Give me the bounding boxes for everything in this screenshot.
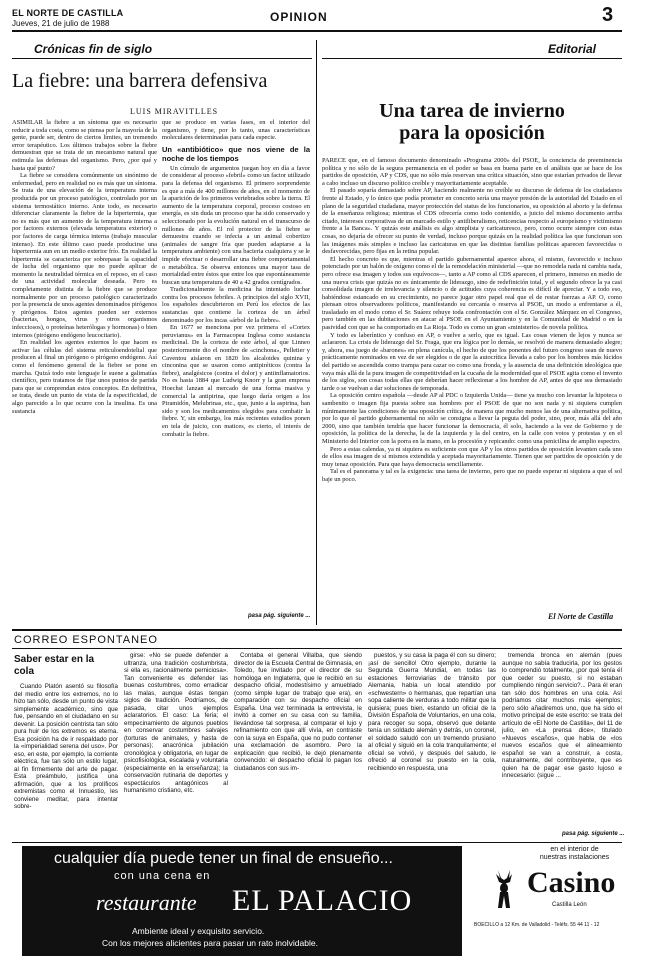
letter-column-4 bbox=[368, 652, 496, 838]
paragraph: tremenda bronca en alemán (pues aunque no sabía traducirla, por los gestos lo comprendió totalmente, ¡por qué tenía él que ceder su puesto, si no estaban cumpliendo ningún servicio?... Para él eran tan sólo dos hombres en una cola. Así podríamos citar muchos más ejemplos; pero sólo añadiremos uno, que ha sido el motivo principal de este escrito: se trata del artículo de «El Norte de Castilla», del 11 de julio, en «La prensa dice», titulado «Nuevos escaños», que habla de «los nuevos escaños que el alineamiento español se van a construir, a costa, naturalmente, del contribuyente, que es quien ha de pagar ese gasto lujoso e innecesario: (sigue ... bbox=[502, 652, 622, 779]
ad-headline: cualquier día puede tener un final de ensueño... bbox=[54, 850, 393, 867]
letter-column-2 bbox=[124, 652, 228, 838]
letter-title: Saber estar en la cola bbox=[14, 654, 95, 677]
section-label-cronicas: Crónicas fin de siglo bbox=[34, 42, 153, 56]
paragraph: Cuando Platón asentó su filosofía del medio entre los extremos, no lo hizo tan sólo, desde un punto de vista simplemente académico, sino que fue, pensando en el ciudadano en su devenir. La posición centrista tan sólo pura huir de los extremos es eterna. Esa posición ha de ir respaldado por la «imperialidad serena del uso». Por eso, en este, por ejemplo, la corriente eléctrica, fue tan sólo un estilo lugar, al fin firmemente del arte de pagar. Esta preámbulo, justifica una afirmación, que a los prolíficos extremistas como el Innuestio, les conviene meditar, para intentar sobre- bbox=[14, 683, 118, 810]
continued-note[interactable]: pasa pág. siguiente ... bbox=[248, 613, 311, 619]
paragraph: PARECE que, en el famoso documento denominado «Programa 2000» del PSOE, la conciencia de preeminencia política y no sólo de la segura permanencia en el poder se basa en buena parte en el análisis que se hace de los partidos de oposición, AP y CDS, que no sólo más reservan una crítica situación, sino que estarían privados de llevar a cabo incluso un discurso político creíble y mayoritariamente aceptable. bbox=[322, 157, 622, 187]
casino-logo-text: Casino bbox=[527, 866, 616, 899]
editorial-signature: El Norte de Castilla bbox=[548, 612, 614, 621]
section-title: OPINION bbox=[270, 10, 328, 24]
ad-subline: con una cena en bbox=[114, 870, 211, 882]
section-label-editorial: Editorial bbox=[548, 42, 597, 56]
paragraph: En realidad los agentes externos lo que hacen es activar las células del sistema reticuloendotelial que producen al final un pirógeno o pirógeno endógeno. Así como el fenómeno general de la fiebre se pone en marcha. Quizá todo este lenguaje le suene a galimatías científico, pero tratamos de fijar unos puntos de partida para que se comprendan estos conceptos. En definitiva, se trata, desde un punto de vista de la especificidad, de algo parecido a lo que ocurre con la insulina. Es una sustancia bbox=[12, 339, 157, 415]
paragraph: La fiebre se considera comúnmente un sinónimo de enfermedad, pero en realidad no es más que un síntoma. Se trata de una elevación de la temperatura interna producida por un proceso patológico, controlado por un sistema termostático interno. Ante todo, es necesario diferenciar claramente la fiebre de la hipertermia, que no es más que un aumento de la temperatura interna a por factores externos (elevada temperatura exterior) o por factores de carga térmica interna (trabajo muscular intenso). En este último caso puede producirse una hipertermia aun en un medio exterior frío. En realidad la hipertermia se caracteriza por sobrepasar la capacidad de lucha del organismo que no puede aplicar de momento la neutralidad térmica en el reposo, en el caso de una actividad molecular deseada. Pero es completamente distinta de la fiebre que se produce normalmente por un proceso patológico caracterizado por la presencia de unos agentes denominados pirógenos y pirógenos. Estos agentes pueden ser externos (bacterias, hongos, virus y otros organismos infecciosos), o proteínas heterólogas y hormonas) o bien internos (pirógeno endógeno leucocitario). bbox=[12, 172, 157, 339]
divider bbox=[12, 58, 312, 59]
paragraph: Tradicionalmente la medicina ha intentado luchar contra los procesos febriles. A principios del siglo XVII, los españoles descubrieron en Perú los efectos de las sustancias que contiene la corteza de un árbol denominado por los incas «árbol de la fiebre». bbox=[162, 286, 310, 324]
paragraph: que se produce en varias fases, en el interior del organismo, y tiene, por lo tanto, unas características moleculares determinadas para cada especie. bbox=[162, 119, 310, 142]
divider bbox=[322, 58, 622, 59]
divider bbox=[12, 648, 622, 649]
paragraph: Pero a estas calendas, ya ni siquiera es suficiente con que AP y los otros partidos de oposición levanten cada uno de ellos esa imagen de sí mismos extendida y aceptada mayoritariamente. Tienen que ser partidos de oposición y de muy tenaz oposición. Para que haya democracia sencillamente. bbox=[322, 445, 622, 468]
continued-note[interactable]: pasa pág. siguiente ... bbox=[562, 831, 625, 837]
ad-footer: BOECILLO a 12 Km. de Valladolid - Teléfs. 55 44 11 - 12 bbox=[474, 922, 600, 928]
paragraph: Tal es el panorama y tal es la exigencia: una tarea de invierno, pero que no puede esperar ni siquiera a que el sol baje un poco. bbox=[322, 468, 622, 483]
ad-side-text-1: en el interior de bbox=[550, 846, 599, 853]
editorial-headline-line2: para la oposición bbox=[399, 122, 545, 144]
paragraph: Contaba el general Villalba, que siendo director de la Escuela Central de Gimnasia, en Toledo, fue invitado por el director de su homóloga en Inglaterra, que le recibió en su despacho oficial, modestísimo y amueblado (como simple lugar de trabajo que era), en comparación con su despacho oficial en España. Una vez terminada la entrevista, le invitó a comer en su casa con su familia, llevándose tal sorpresa, al comparar el lujo y refinamiento con que allí vivía, en contraste con la suya en España, que no pudo contener una exclamación de asombro. Pero la explicación que recibió, le dejó plenamente convencido: el despacho oficial lo pagan los ciudadanos con sus im- bbox=[234, 652, 362, 772]
advertisement[interactable] bbox=[12, 846, 620, 956]
deer-logo-icon bbox=[490, 868, 518, 912]
newspaper-name: EL NORTE DE CASTILLA bbox=[12, 8, 124, 18]
page-number: 3 bbox=[602, 4, 614, 26]
paragraph: ASIMILAR la fiebre a un síntoma que es necesario reducir a toda costa, como se piensa por la mayoría de la gente, puede ser, dentro de ciertos límites, un tremendo error terapéutico. Los últimos trabajos sobre la fiebre demuestran que se trata de un mecanismo natural que estimula las defensas del organismo. Pero, ¿por qué y hasta qué punto? bbox=[12, 119, 157, 172]
divider bbox=[12, 842, 622, 843]
ad-restaurante: restaurante bbox=[96, 890, 197, 915]
column-separator bbox=[316, 40, 317, 625]
masthead-rule bbox=[12, 30, 622, 32]
editorial-headline-line1: Una tarea de invierno bbox=[379, 100, 565, 122]
casino-subtitle: Castilla León bbox=[552, 902, 587, 908]
ad-restaurant-name: EL PALACIO bbox=[232, 884, 413, 917]
paragraph: puestos, y su casa la paga él con su dinero; ¡así de sencillo! Otro ejemplo, durante la Segunda Guerra Mundial, en todas las estaciones ferroviarias de tránsito por Alemania, había un local atendido por «schwestern» o hermanas, que repartían una sopa caliente de verduras a todo militar que la quisiera; pues bien, estando un oficial de la División Española de Voluntarios, en una cola, para recoger su sopa, observó que delante tenía un soldado alemán y detrás, un coronel, el soldado saludó con un tremendo prusiano al oficial y siguió en la cola tranquilamente; el oficial se volvió, y después del saludo, le ofreció al coronel su puesto en la cola, recibiendo en respuesta, una bbox=[368, 652, 496, 772]
paragraph: El hecho concreto es que, mientras el partido gubernamental aparece ahora, el mismo, favorecido e incluso potenciado por un balón de oxígeno como el de la remodelación ministerial —que no remodela nada ni cambia nada, pero ofrece esa imagen y todos sus equívocos—, tanto a AP como al CDS aparecen, el primero, inmerso en medio de una nueva crisis que quizás no es únicamente de liderazgo, sino de redefinición total, y el segundo ofrece la ya casi consolidada imagen de irrelevancia y silencio o de actitudes cuya coherencia es difícil de apreciar. Y a todo eso, habiéndose estancado en su crecimiento, no parece jugar otro papel real que el de restar fuerzas a AP. O, como piensan otros observadores políticos, manifestando su cercanía o reserva al PSOE, un modo a enfrentarse a él, trasladado en el modo como el Sr. Suárez rehuye toda confrontación con el Sr. González Márquez en el Congreso, pero también en las dubitaciones en atacar al PSOE en el Ayuntamiento y en la Comunidad de Madrid o en la pasividad con que se ha comportado en La Rioja. Todo es como un gran «ministerio» de novela política. bbox=[322, 255, 622, 332]
subheading: Un «antibiótico» que nos viene de la noche de los tiempos bbox=[162, 144, 310, 163]
correo-label: CORREO ESPONTANEO bbox=[14, 634, 158, 646]
byline: LUIS MIRAVITLLES bbox=[130, 107, 219, 116]
ad-side-text-2: nuestras instalaciones bbox=[539, 854, 610, 861]
editorial-body bbox=[322, 157, 622, 609]
paragraph: En 1677 se menciona por vez primera el «Cortex peruvianus» en la Farmacopea Inglesa como sustancia medicinal. De la corteza de este árbol, al que Linneo posteriormente dio el nombre de «cinchona», Pelletier y Caventou aislaron en 1820 los alcaloides quinina y cinconina que se usaron como antipiréticos (contra la fiebre), analgésicos (contra el dolor) y antiinflamatorios. No es hasta 1884 que Ludwig Knorr y la gran empresa Hoechst lanzan al mercado de una forma masiva y comercial la antipirina, que luego daría origen a los Piramidón, Melubrinas, etc., que, junto a la aspirina, han sido y son los medicamentos elegidos para combatir la fiebre. Y, sin embargo, los más recientes estudios ponen en tela de juicio, con matices, es cierto, el interés de combatir la fiebre. bbox=[162, 324, 310, 438]
paragraph: Un cúmulo de argumentos juegan hoy en día a favor de considerar al proceso «febril» como un factor utilizado para la defensa del organismo. El primero sorprendente es que a más de 400 millones de años, en el momento de la aparición de los primeros vertebrados sobre la tierra. El aumento de la temperatura corporal, proceso costoso en energía, es sin duda un proceso que ha sido conservado y seleccionado por la evolución natural en el transcurso de millones de años. El rol protector de la fiebre se demuestra cuando se infecta a un animal cobertizo (animales de sangre fría que pueden adaptarse a la temperatura ambiente) con una bacteria cualquiera y se le impide efectuar o desarrollar una fiebre comportamental o metabólica. Se observa entonces una mayor tasa de mortalidad entre éstos que entre los que espontáneamente buscan una temperatura de 40 a 42 grados centígrados. bbox=[162, 164, 310, 286]
issue-date: Jueves, 21 de julio de 1988 bbox=[12, 19, 110, 28]
paragraph: Y todo es laberíntico y confuso en AP, o vuelve a serlo, que es igual. Las cosas vienen de lejos y nunca se aclararon. La crisis de liderazgo del Sr. Fraga, que era lógica por lo demás, se resolvió de manera demasiado alegre; y, ahora, esa juego de «barones» en plena canícula, el hecho de que los ponentes del futuro congreso sean de nuevo prácticamente nominados en vez de ser elegidos o de que la autocrítica llevada a cabo por los hombres más lúcidos del partido se ascendida como trampa para cazar oo como una fronda, y la ausencia de una definición ideológica que vaya más allá de la pura imagen de competitividad en la cucaña de la modernidad que el PSOE agita como el invento de los siglos, son cosas todas ellas que deberían hacer reflexionar a los hombre de AP, antes de que sea demasiado tarde o se vuelvan a dar soluciones de temporada. bbox=[322, 331, 622, 392]
paragraph: La oposición centro española —desde AP al PDC o Izquierda Unida— tiene ya mucho con levantar la hipoteca o sambenito o imagen fija puesta sobre sus hombres por el PSOE de que no son nada y ni siquiera cumplen mínimamente las condiciones de una oposición crítica, de manera que mucho menos las de una alternativa política, por lo que el partido gubernamental no sólo se consigna a llevar la peguta del poder, sino, peor, más allá del año 2000, sino que también tendría que hacer funcionar la democracia, él solo, haciendo a la vez de Gobierno y de oposición, la política de la derecha, la de la izquierda y la del centro, en la calle con votos y protestas y en el Ministerio del Interior con la porra en la mano, en la procesión y repicando: como una penicilina de amplio espectro. bbox=[322, 392, 622, 445]
letter-column-5 bbox=[502, 652, 622, 832]
letter-column-1 bbox=[14, 683, 118, 838]
article-headline: La fiebre: una barrera defensiva bbox=[12, 70, 268, 92]
ad-dark-box bbox=[22, 846, 462, 956]
ad-text-1: Ambiente ideal y exquisito servicio. bbox=[132, 926, 265, 936]
ad-text-2: Con los mejores alicientes para pasar un rato inolvidable. bbox=[102, 938, 318, 948]
paragraph: girse: «No se puede defender a ultranza, una tradición costumbrista, si ella es, racionalmente perniciosa». Tan conveniente es defender las buenas costumbres, como erradicar las malas, aunque éstas tengan siglos de tradición. Podríamos, de pasada, citar unos ejemplos aclaratorios. El caso: La feria; el empecinamiento de algunos pueblos en conservar costumbres salvajes (torturas de animales, y hasta de personas); anacrónica jubilación cronológica y obligatoria, en lugar de psicofisiológica, escalada y voluntaria (especialmente en la enseñanza); la conservación rutinaria de deportes y espectáculos antagónicos al humanismo cristiano, etc. bbox=[124, 652, 228, 794]
letter-column-3 bbox=[234, 652, 362, 838]
section-rule bbox=[12, 629, 622, 631]
paragraph: El pasado soparía demasiado sobre AP, haciendo realmente no creíble su discurso de defensa de los ciudadanos frente al Estado, y lo único que podía prometer en concreto sería una mayor presión de la autoridad del Estado en el plano de la seguridad ciudadana, mayor protección del status de los funcionarios, su oposición al aborto y la defensa de la enseñanza religiosa; mientras el CDS ofrecería como todo contenido, a juicio del mismo documento arriba citado, intereses corporativas de un marcado estilo y antiliberalismo, reticencias respecto al europeísmo y victimismo frente a la Banca». Y quizás este análisis es algo simplista y caricaturesco, pero, como ocurre siempre con estas cosas, no dejaría de ofrecer su punto de verdad, incluso porque quizás en la realidad política las que funcionan son las imágenes más simples e incluso las caricaturas en que las distintas familias políticas aparecen favorecidas o desfavorecidas, pero fijas en la retina popular. bbox=[322, 187, 622, 256]
